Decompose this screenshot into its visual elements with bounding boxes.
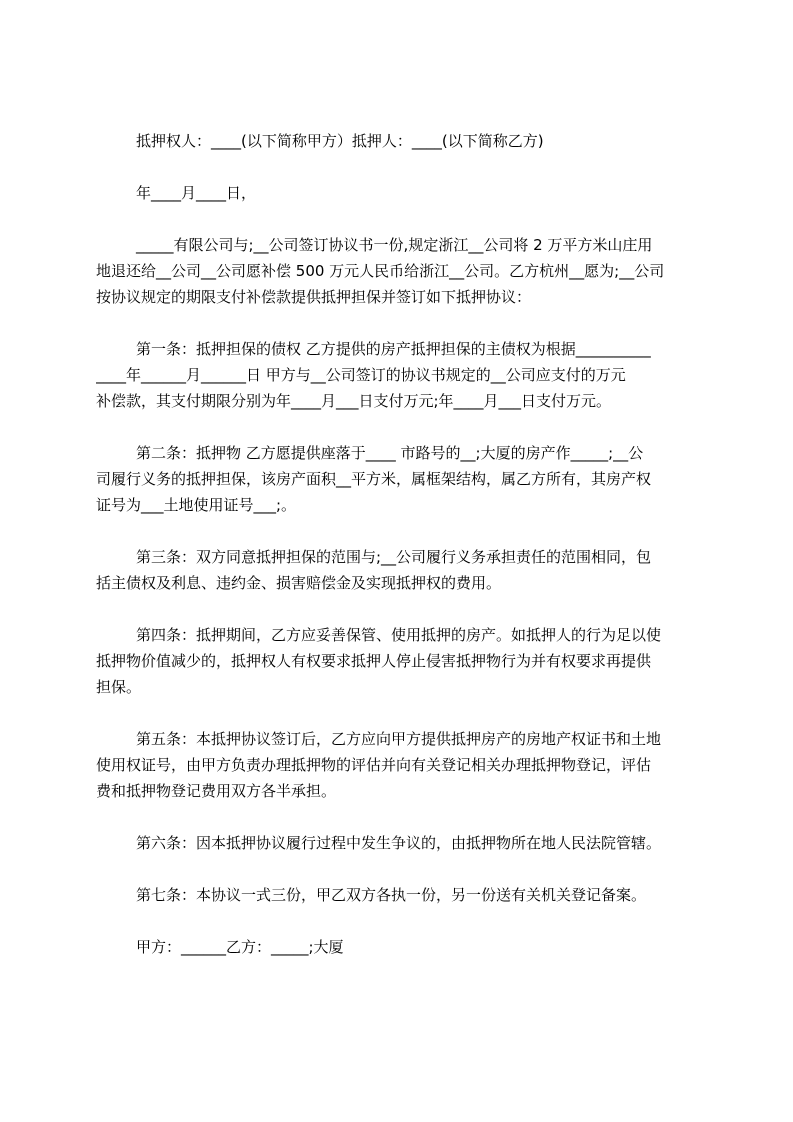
- article-5-line-2: 使用权证号，由甲方负责办理抵押物的评估并向有关登记相关办理抵押物登记，评估: [96, 756, 652, 774]
- article-2-line-2: 司履行义务的抵押担保，该房产面积__平方米，属框架结构，属乙方所有，其房产权: [96, 470, 652, 488]
- signature-line-text: 甲方：______乙方：_____;大厦: [136, 938, 344, 956]
- party-header-line-1: 抵押权人：____(以下简称甲方）抵押人：____(以下简称乙方): [136, 132, 544, 150]
- preamble: [96, 232, 702, 310]
- date-line: [96, 180, 702, 206]
- article-2: [96, 440, 702, 518]
- preamble-line-1: _____有限公司与;__公司签订协议书一份,规定浙江__公司将 2 万平方米山庄用: [136, 236, 653, 254]
- article-5: [96, 726, 702, 804]
- article-7: [96, 882, 702, 908]
- article-5-line-1: 第五条：本抵押协议签订后，乙方应向甲方提供抵押房产的房地产权证书和土地: [136, 730, 662, 748]
- article-1-line-1: 第一条：抵押担保的债权 乙方提供的房产抵押担保的主债权为根据__________: [136, 340, 651, 358]
- article-5-line-3: 费和抵押物登记费用双方各半承担。: [96, 782, 337, 800]
- preamble-line-2: 地退还给__公司__公司愿补偿 500 万元人民币给浙江__公司。乙方杭州__愿为;__公司: [96, 262, 665, 280]
- preamble-line-3: 按协议规定的期限支付补偿款提供抵押担保并签订如下抵押协议：: [96, 288, 532, 306]
- party-header: [96, 128, 702, 154]
- article-1-line-2: ____年______月______日 甲方与__公司签订的协议书规定的__公司应支付的万元: [96, 366, 626, 384]
- article-4-line-1: 第四条：抵押期间，乙方应妥善保管、使用抵押的房产。如抵押人的行为足以使: [136, 626, 662, 644]
- article-2-line-3: 证号为___土地使用证号___;。: [96, 496, 297, 514]
- article-4: [96, 622, 702, 700]
- article-6-line-1: 第六条：因本抵押协议履行过程中发生争议的，由抵押物所在地人民法院管辖。: [136, 834, 662, 852]
- article-3: [96, 544, 702, 596]
- article-3-line-2: 括主债权及利息、违约金、损害赔偿金及实现抵押权的费用。: [96, 574, 502, 592]
- date-line-text: 年____月____日，: [136, 184, 257, 202]
- article-4-line-3: 担保。: [96, 678, 142, 696]
- article-3-line-1: 第三条：双方同意抵押担保的范围与;__公司履行义务承担责任的范围相同，包: [136, 548, 652, 566]
- article-6: [96, 830, 702, 856]
- article-1: [96, 336, 702, 414]
- article-4-line-2: 抵押物价值减少的，抵押权人有权要求抵押人停止侵害抵押物行为并有权要求再提供: [96, 652, 652, 670]
- document-body: [96, 128, 702, 960]
- article-2-line-1: 第二条：抵押物 乙方愿提供座落于____ 市路号的__;大厦的房产作_____;__公: [136, 444, 644, 462]
- article-7-line-1: 第七条：本协议一式三份，甲乙双方各执一份，另一份送有关机关登记备案。: [136, 886, 647, 904]
- article-1-line-3: 补偿款，其支付期限分别为年____月___日支付万元;年____月___日支付万元。: [96, 392, 612, 410]
- signature-line: [96, 934, 702, 960]
